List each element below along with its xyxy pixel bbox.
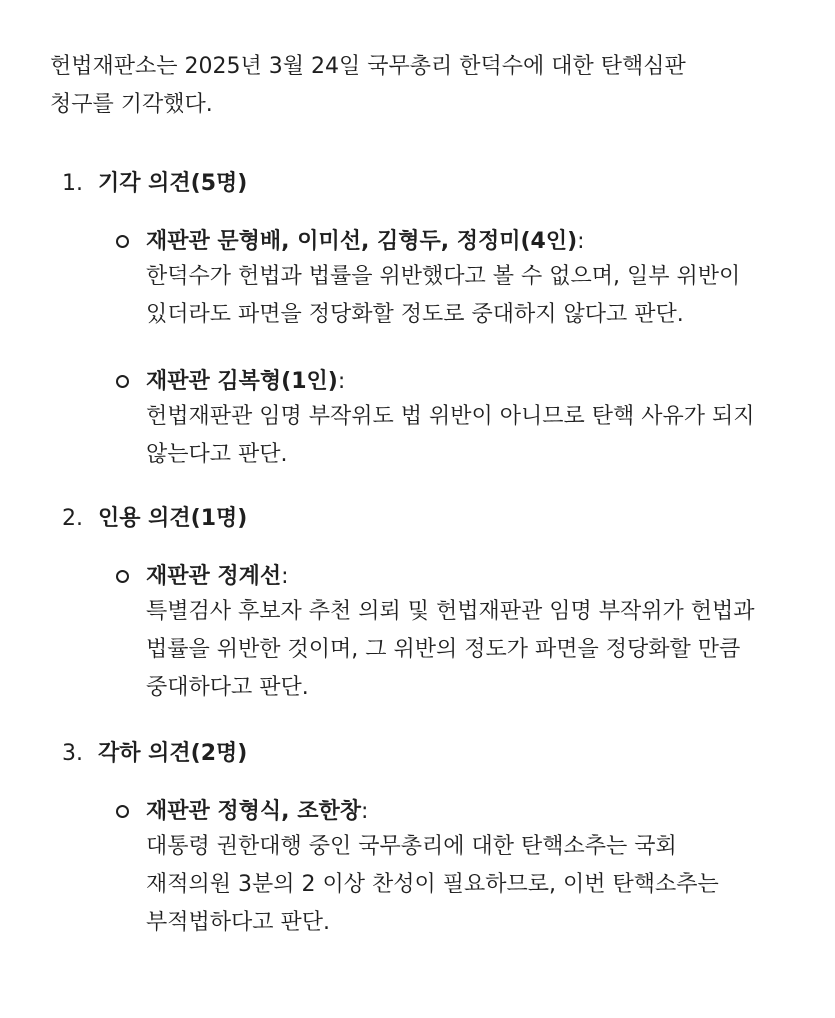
intro-line: 청구를 기각했다.: [50, 92, 213, 117]
section-title: 인용 의견(1명): [98, 506, 248, 531]
opinion-line: 있더라도 파면을 정당화할 정도로 중대하지 않다고 판단.: [146, 302, 684, 327]
opinion-judges: [146, 366, 345, 398]
section-number: 2.: [62, 506, 83, 531]
opinion-judges: [146, 226, 585, 258]
opinion-judges: [146, 561, 289, 593]
section-heading-dismissal: [62, 168, 247, 200]
opinion-line: 한덕수가 헌법과 법률을 위반했다고 볼 수 없으며, 일부 위반이: [146, 264, 741, 289]
opinion-text: [146, 258, 806, 334]
section-heading-acceptance: [62, 503, 247, 535]
opinion-text: [146, 398, 806, 474]
section-number: 3.: [62, 741, 83, 766]
hollow-circle-bullet-icon: [116, 570, 129, 583]
hollow-circle-bullet-icon: [116, 375, 129, 388]
opinion-text: [146, 593, 806, 707]
hollow-circle-bullet-icon: [116, 235, 129, 248]
opinion-line: 법률을 위반한 것이며, 그 위반의 정도가 파면을 정당화할 만큼: [146, 637, 741, 662]
section-number: 1.: [62, 171, 83, 196]
opinion-line: 대통령 권한대행 중인 국무총리에 대한 탄핵소추는 국회: [146, 834, 677, 859]
opinion-line: 재적의원 3분의 2 이상 찬성이 필요하므로, 이번 탄핵소추는: [146, 872, 719, 897]
colon: :: [360, 799, 369, 824]
opinion-line: 중대하다고 판단.: [146, 675, 309, 700]
hollow-circle-bullet-icon: [116, 805, 129, 818]
intro-paragraph: [50, 48, 810, 124]
opinion-line: 않는다고 판단.: [146, 442, 288, 467]
section-heading-rejection: [62, 738, 247, 770]
section-title: 기각 의견(5명): [98, 171, 248, 196]
colon: :: [281, 564, 289, 589]
judges-names: 재판관 김복형(1인): [146, 369, 338, 394]
judges-names: 재판관 정형식, 조한창: [146, 799, 361, 824]
opinion-line: 특별검사 후보자 추천 의뢰 및 헌법재판관 임명 부작위가 헌법과: [146, 599, 755, 624]
intro-line: 헌법재판소는 2025년 3월 24일 국무총리 한덕수에 대한 탄핵심판: [50, 54, 686, 79]
judges-names: 재판관 문형배, 이미선, 김형두, 정정미(4인): [146, 229, 578, 254]
opinion-judges: [146, 796, 368, 828]
section-title: 각하 의견(2명): [98, 741, 248, 766]
opinion-text: [146, 828, 806, 942]
colon: :: [577, 229, 585, 254]
opinion-line: 헌법재판관 임명 부작위도 법 위반이 아니므로 탄핵 사유가 되지: [146, 404, 755, 429]
colon: :: [337, 369, 346, 394]
judges-names: 재판관 정계선: [146, 564, 282, 589]
opinion-line: 부적법하다고 판단.: [146, 910, 331, 935]
